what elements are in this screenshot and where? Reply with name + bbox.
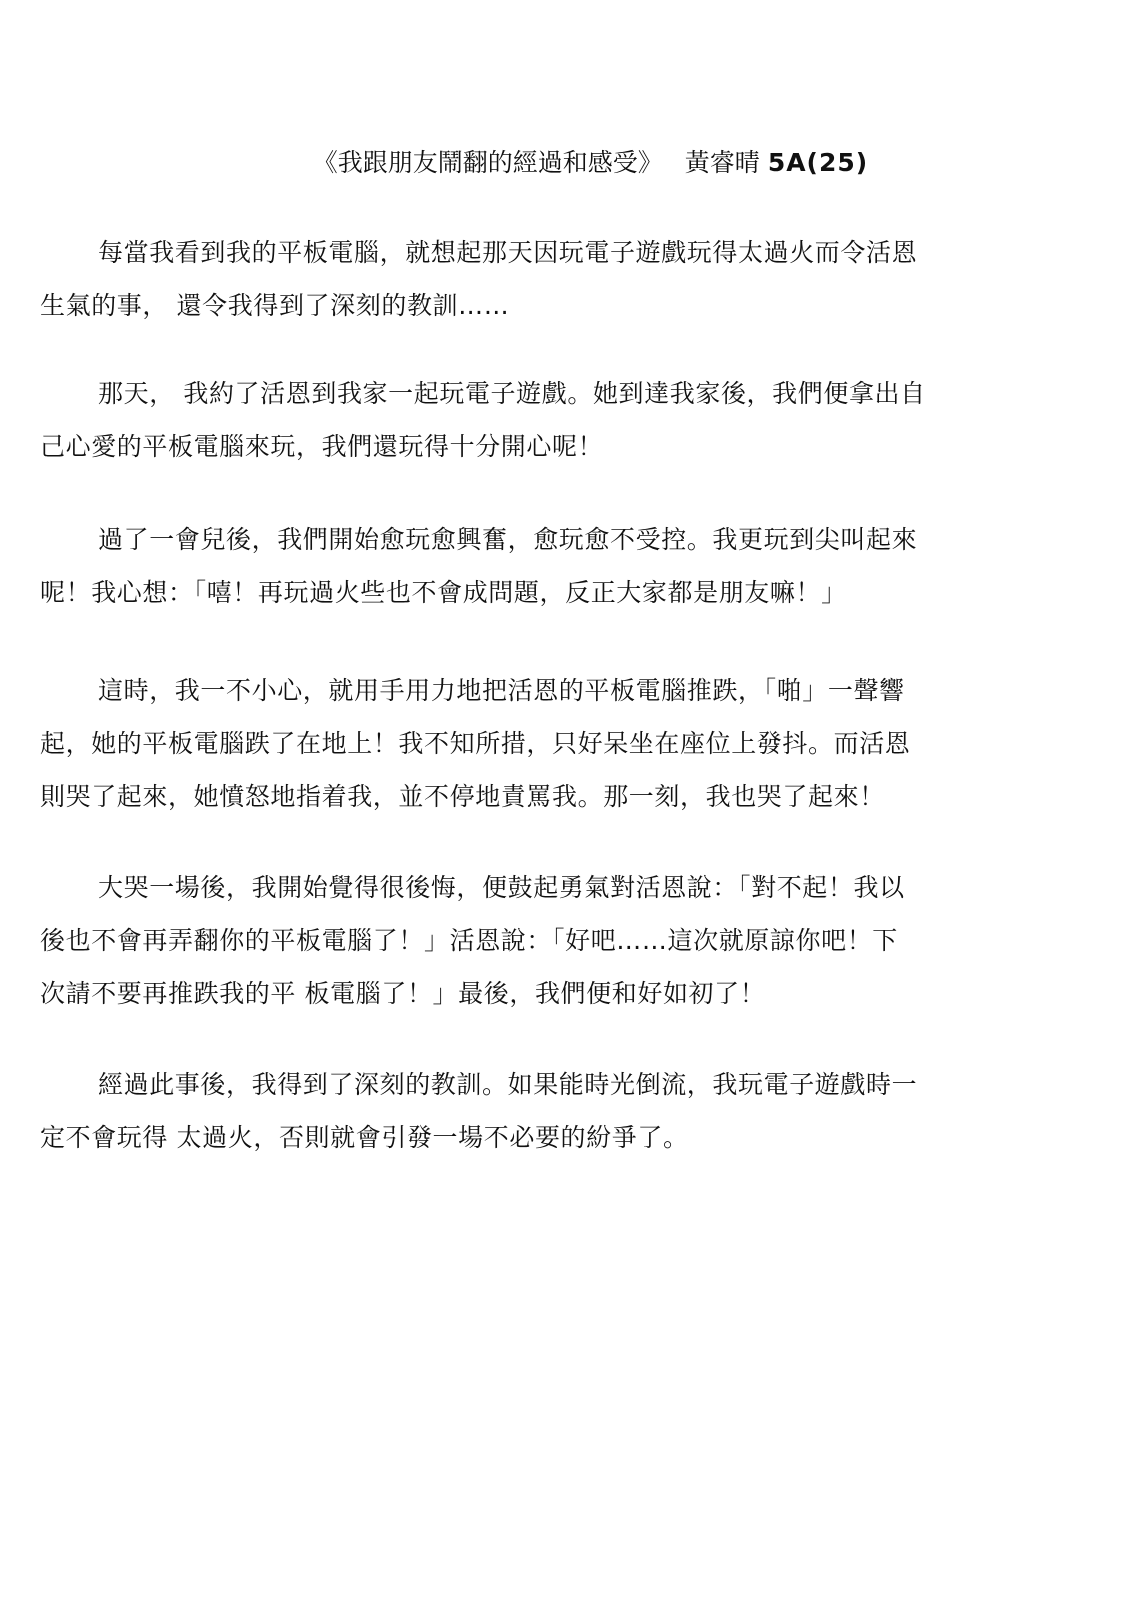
paragraph-6	[40, 1058, 1070, 1164]
paragraph-line: 生氣的事， 還令我得到了深刻的教訓……	[40, 291, 510, 320]
paragraph-line: 那天， 我約了活恩到我家一起玩電子遊戲。她到達我家後，我們便拿出自	[98, 379, 926, 408]
paragraph-line: 則哭了起來，她憤怒地指着我，並不停地責罵我。那一刻，我也哭了起來！	[40, 782, 885, 811]
paragraph-line: 次請不要再推跌我的平 板電腦了！」最後，我們便和好如初了！	[40, 979, 766, 1008]
paragraph-spacer	[40, 619, 1070, 664]
paragraph-line: 經過此事後，我得到了深刻的教訓。如果能時光倒流，我玩電子遊戲時一	[98, 1070, 918, 1099]
paragraph-line: 己心愛的平板電腦來玩，我們還玩得十分開心呢！	[40, 432, 604, 461]
paragraph-2	[40, 367, 1070, 473]
essay-body	[40, 226, 1070, 1164]
paragraph-line: 過了一會兒後，我們開始愈玩愈興奮，愈玩愈不受控。我更玩到尖叫起來	[98, 525, 918, 554]
paragraph-line: 定不會玩得 太過火，否則就會引發一場不必要的紛爭了。	[40, 1123, 689, 1152]
paragraph-line: 每當我看到我的平板電腦，就想起那天因玩電子遊戲玩得太過火而令活恩	[98, 238, 918, 267]
paragraph-1	[40, 226, 1070, 332]
paragraph-line: 這時，我一不小心，就用手用力地把活恩的平板電腦推跌，「啪」一聲響	[98, 676, 905, 705]
essay-title: 《我跟朋友鬧翻的經過和感受》	[312, 148, 663, 177]
paragraph-5	[40, 861, 1070, 1020]
paragraph-spacer	[40, 1020, 1070, 1058]
paragraph-4	[40, 664, 1070, 823]
paragraph-line: 起，她的平板電腦跌了在地上！我不知所措，只好呆坐在座位上發抖。而活恩	[40, 729, 911, 758]
paragraph-spacer	[40, 473, 1070, 513]
paragraph-spacer	[40, 823, 1070, 861]
paragraph-spacer	[40, 332, 1070, 367]
title-row	[0, 146, 1131, 180]
author-name: 黃睿晴	[684, 148, 760, 177]
paragraph-3	[40, 513, 1070, 619]
paragraph-line: 呢！我心想：「嘻！再玩過火些也不會成問題，反正大家都是朋友嘛！」	[40, 578, 847, 607]
paragraph-line: 大哭一場後，我開始覺得很後悔，便鼓起勇氣對活恩說：「對不起！我以	[98, 873, 905, 902]
paragraph-line: 後也不會再弄翻你的平板電腦了！」活恩說：「好吧……這次就原諒你吧！下	[40, 926, 898, 955]
class-number: 5A(25)	[767, 148, 869, 177]
